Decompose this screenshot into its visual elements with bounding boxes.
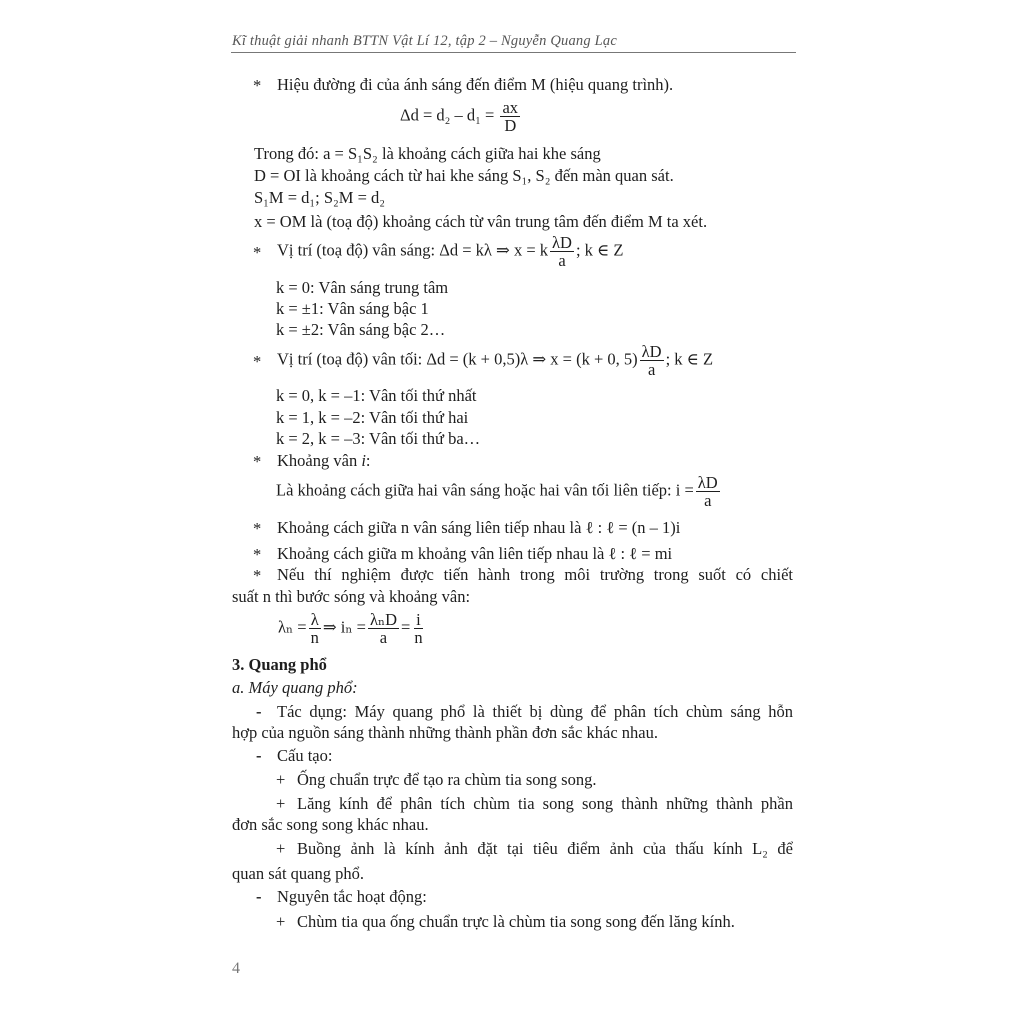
camera-text-cont: quan sát quang phổ. (232, 864, 364, 883)
bright-k2: k = ±2: Vân sáng bậc 2… (276, 320, 446, 339)
definition-D: D = OI là khoảng cách từ hai khe sáng S₁, S₂ đến màn quan sát. (254, 166, 674, 185)
bullet-star: * (253, 519, 262, 538)
header-rule (231, 52, 796, 53)
bullet-plus: + (276, 839, 286, 858)
dark-fringe-position: Vị trí (toạ độ) vân tối: Δd = (k + 0,5)λ ⇒ x = (k + 0, 5) $\frac{\lambda D}{a}$ ; k ∈ Z (277, 342, 714, 380)
structure-title: Cấu tạo: (277, 746, 333, 765)
bullet-star: * (253, 566, 262, 585)
bullet-dash: - (256, 887, 262, 906)
bright-fringe-position: Vị trí (toạ độ) vân sáng: Δd = kλ ⇒ x = k $\frac{\lambda D}{a}$ ; k ∈ Z (277, 233, 624, 271)
dark-k1: k = 1, k = –2: Vân tối thứ hai (276, 408, 469, 427)
bullet-dash: - (256, 746, 262, 765)
bullet-star: * (253, 76, 262, 95)
dark-k2: k = 2, k = –3: Vân tối thứ ba… (276, 429, 481, 448)
principle-text: Chùm tia qua ống chuẩn trực là chùm tia song song đến lăng kính. (297, 912, 735, 931)
medium-text: Nếu thí nghiệm được tiến hành trong môi trường trong suốt có chiết (277, 565, 793, 584)
collimator-text: Ống chuẩn trực để tạo ra chùm tia song song. (297, 770, 597, 789)
bullet-dash: - (256, 702, 262, 721)
camera-text: Buồng ảnh là kính ảnh đặt tại tiêu điểm ảnh của thấu kính L₂ để (297, 839, 793, 858)
bullet-star: * (253, 352, 262, 371)
fringe-spacing-formula: Là khoảng cách giữa hai vân sáng hoặc hai vân tối liên tiếp: i = $\frac{\lambda D}{a}$ (276, 473, 718, 511)
principle-title: Nguyên tắc hoạt động: (277, 887, 427, 906)
fringe-spacing-title: Khoảng vân i: (277, 451, 371, 470)
bullet-star: * (253, 243, 262, 262)
purpose-text: Tác dụng: Máy quang phổ là thiết bị dùng để phân tích chùm sáng hỗn (277, 702, 793, 721)
bullet-plus: + (276, 794, 286, 813)
subsection-heading: a. Máy quang phổ: (232, 678, 358, 697)
prism-text: Lăng kính để phân tích chùm tia song song thành những thành phần (297, 794, 793, 813)
bullet-plus: + (276, 912, 286, 931)
path-difference-text: Hiệu đường đi của ánh sáng đến điểm M (hiệu quang trình). (277, 75, 674, 94)
dark-k0: k = 0, k = –1: Vân tối thứ nhất (276, 386, 477, 405)
running-header: Kĩ thuật giải nhanh BTTN Vật Lí 12, tập 2 – Nguyễn Quang Lạc (232, 33, 617, 49)
bright-k1: k = ±1: Vân sáng bậc 1 (276, 299, 429, 318)
page-number: 4 (232, 960, 240, 977)
m-spacing-distance: Khoảng cách giữa m khoảng vân liên tiếp nhau là ℓ : ℓ = mi (277, 544, 673, 563)
prism-text-cont: đơn sắc song song khác nhau. (232, 815, 429, 834)
medium-text-cont: suất n thì bước sóng và khoảng vân: (232, 587, 471, 606)
definition-x: x = OM là (toạ độ) khoảng cách từ vân trung tâm đến điểm M ta xét. (254, 212, 708, 231)
formula-medium: λₙ = $\frac{\lambda}{n}$ ⇒ iₙ = $\frac{\text{λₙD}}{a}$ = $\frac{i}{n}$ (278, 610, 423, 648)
bright-k0: k = 0: Vân sáng trung tâm (276, 278, 449, 297)
section-heading: 3. Quang phổ (232, 655, 327, 674)
formula-path-difference: Δd = d₂ – d₁ = $\frac{ax}{D}$ (400, 98, 519, 136)
definition-d1-d2: S₁M = d₁; S₂M = d₂ (254, 188, 386, 207)
purpose-text-cont: hợp của nguồn sáng thành những thành phần đơn sắc khác nhau. (232, 723, 658, 742)
definition-a: Trong đó: a = S₁S₂ là khoảng cách giữa hai khe sáng (254, 144, 601, 163)
n-bright-distance: Khoảng cách giữa n vân sáng liên tiếp nhau là ℓ : ℓ = (n – 1)i (277, 518, 681, 537)
bullet-star: * (253, 545, 262, 564)
bullet-star: * (253, 452, 262, 471)
bullet-plus: + (276, 770, 286, 789)
